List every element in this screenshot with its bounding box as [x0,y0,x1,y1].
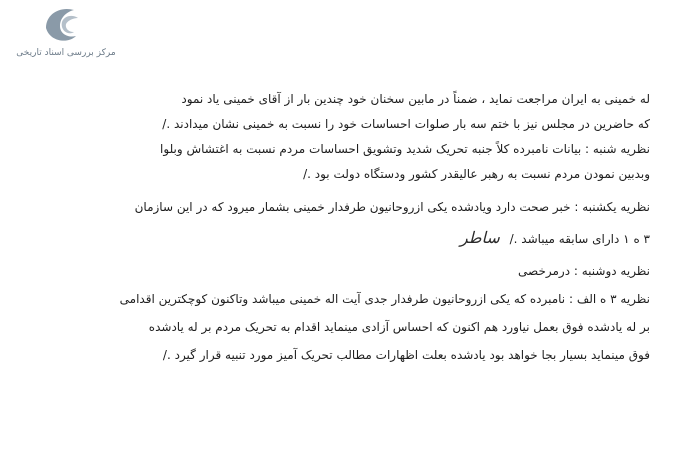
text-line-5: نظریه یکشنبه : خبر صحت دارد ویادشده یکی ازروحانیون طرفدار خمینی بشمار میرود که در این سازمان [134,200,650,214]
text-line-2: که حاضرین در مجلس نیز با ختم سه بار صلوات احساسات خود را نسبت به خمینی نشان میدادند ./ [162,117,650,131]
text-line-10: فوق مینماید بسیار بجا خواهد بود یادشده بعلت اظهارات مطالب تحریک آمیز مورد تنبیه قرار گیرد ./ [162,348,650,362]
archive-logo [6,4,126,66]
archive-caption: مرکز بررسی اسناد تاریخی [16,48,116,58]
text-line-6-content: ۳ ه ۱ دارای سابقه میباشد ./ [509,232,650,246]
text-line-1: له خمینی به ایران مراجعت نماید ، ضمناً در مابین سخنان خود چندین بار از آقای خمینی یاد نمود [181,92,650,106]
text-line-8: نظریه ۳ ه الف : نامبرده که یکی ازروحانیون طرفدار جدی آیت اله خمینی میباشد وتاکنون کوچکترین اقدامی [119,292,650,306]
archive-emblem-icon [40,4,84,44]
text-line-7: نظریه دوشنبه : درمرخصی [518,264,650,278]
text-line-3: نظریه شنبه : بیانات نامبرده کلاً جنبه تحریک شدید وتشویق احساسات مردم نسبت به اغتشاش وبلوا [160,142,650,156]
handwritten-signature: ساطر [459,228,500,247]
text-line-9: بر له یادشده فوق بعمل نیاورد هم اکنون که احساس آزادی مینماید اقدام به تحریک مردم بر له یادشده [148,320,650,334]
text-line-4: وبدبین نمودن مردم نسبت به رهبر عالیقدر کشور ودستگاه دولت بود ./ [303,167,650,181]
text-line-6 [40,228,650,247]
